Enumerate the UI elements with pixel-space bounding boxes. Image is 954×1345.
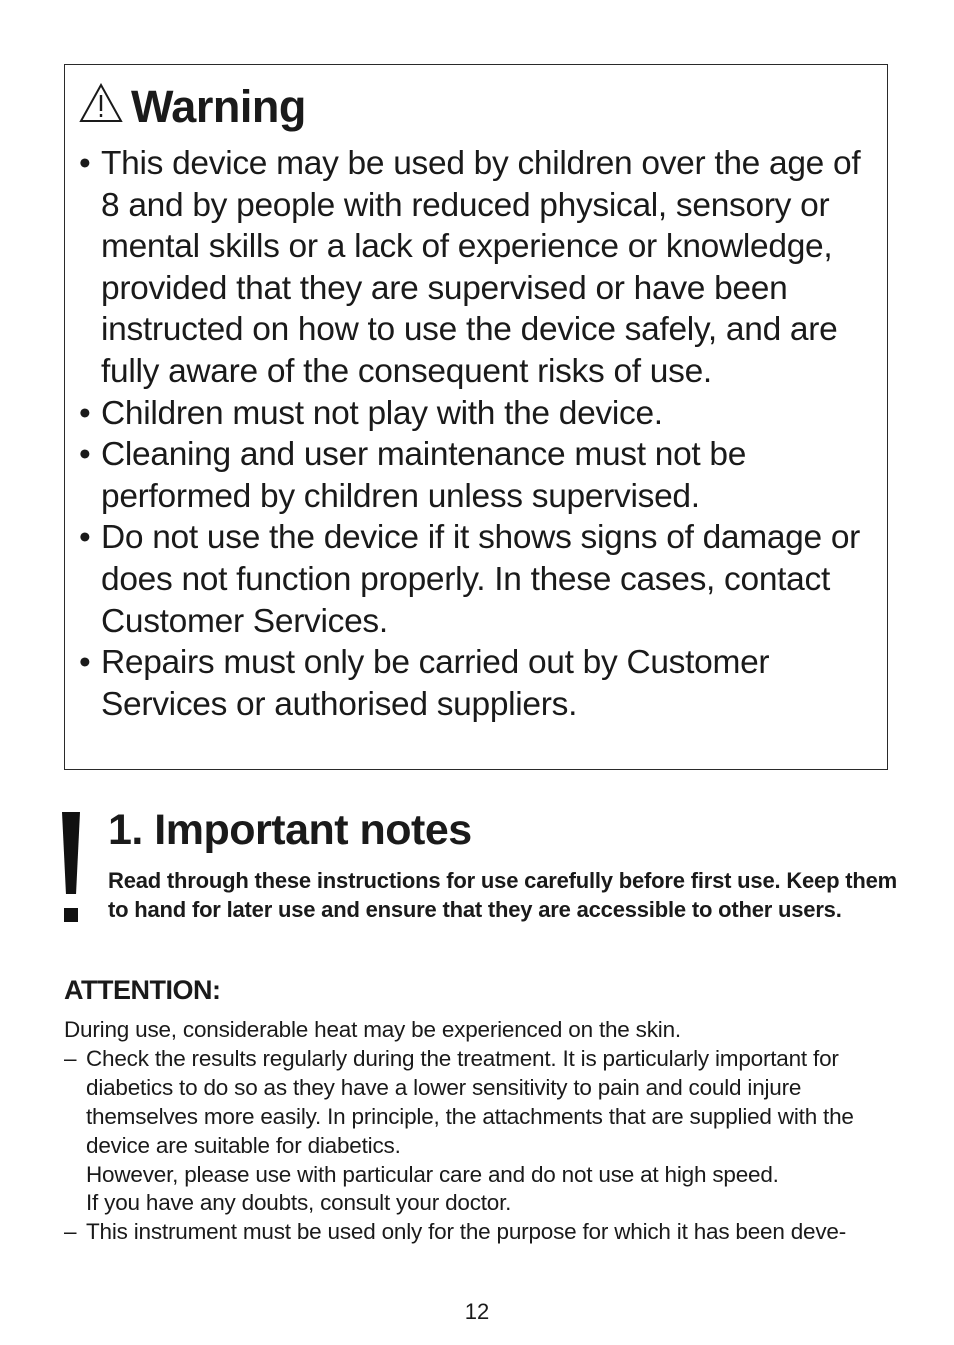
intro-paragraph: Read through these instructions for use carefully before first use. Keep them to hand for later use and ensure that they are accessible to other users. [108, 868, 897, 922]
list-item-text: This instrument must be used only for the purpose for which it has been deve- [86, 1219, 847, 1245]
warning-title: Warning [131, 81, 306, 132]
warning-triangle-icon [79, 83, 123, 123]
bullet: • [79, 519, 91, 557]
bullet: • [79, 644, 91, 682]
dash: – [64, 1045, 77, 1071]
page-number: 12 [464, 1299, 490, 1324]
warning-item-text: This device may be used by children over the age of 8 and by people with reduced physical, sensory or mental skills or a lack of experience or knowledge, provided that they are supervised or have been instructed on how to use the device safely, and are fully aware of the consequent risks of use. [101, 145, 861, 390]
bullet: • [79, 145, 91, 182]
exclamation-bar [62, 812, 80, 894]
warning-item [79, 434, 879, 517]
bullet: • [79, 436, 91, 474]
list-item-text: However, please use with particular care and do not use at high speed. [86, 1161, 779, 1187]
warning-box [64, 64, 888, 770]
list-item [64, 1045, 904, 1218]
dash: – [64, 1219, 77, 1245]
warning-item-text: Do not use the device if it shows signs of damage or does not function properly. In these cases, contact Customer Services. [101, 519, 861, 640]
warning-item [79, 642, 879, 725]
warning-item-text: Repairs must only be carried out by Customer Services or authorised suppliers. [101, 644, 770, 723]
warning-list [79, 143, 879, 725]
attention-body [64, 1016, 904, 1247]
warning-item [79, 393, 879, 435]
list-item [64, 1218, 904, 1247]
list-item-text: Check the results regularly during the treatment. It is particularly important for diabetics to do so as they have a lower sensitivity to pain and could injure themselves more easily. In principle, the attachments that are supplied with the device are suitable for diabetics. [86, 1045, 854, 1158]
exclamation-mark-icon [62, 812, 82, 924]
warning-item [79, 517, 879, 642]
warning-item-text: Children must not play with the device. [101, 394, 663, 432]
bullet: • [79, 394, 91, 432]
warning-item-text: Cleaning and user maintenance must not be performed by children unless supervised. [101, 436, 747, 515]
attention-heading: ATTENTION: [64, 975, 221, 1005]
section-title: 1. Important notes [108, 806, 472, 854]
exclamation-dot [64, 908, 78, 922]
list-item-text: If you have any doubts, consult your doctor. [86, 1190, 512, 1216]
warning-item [79, 143, 879, 393]
attention-lead: During use, considerable heat may be experienced on the skin. [64, 1017, 681, 1042]
